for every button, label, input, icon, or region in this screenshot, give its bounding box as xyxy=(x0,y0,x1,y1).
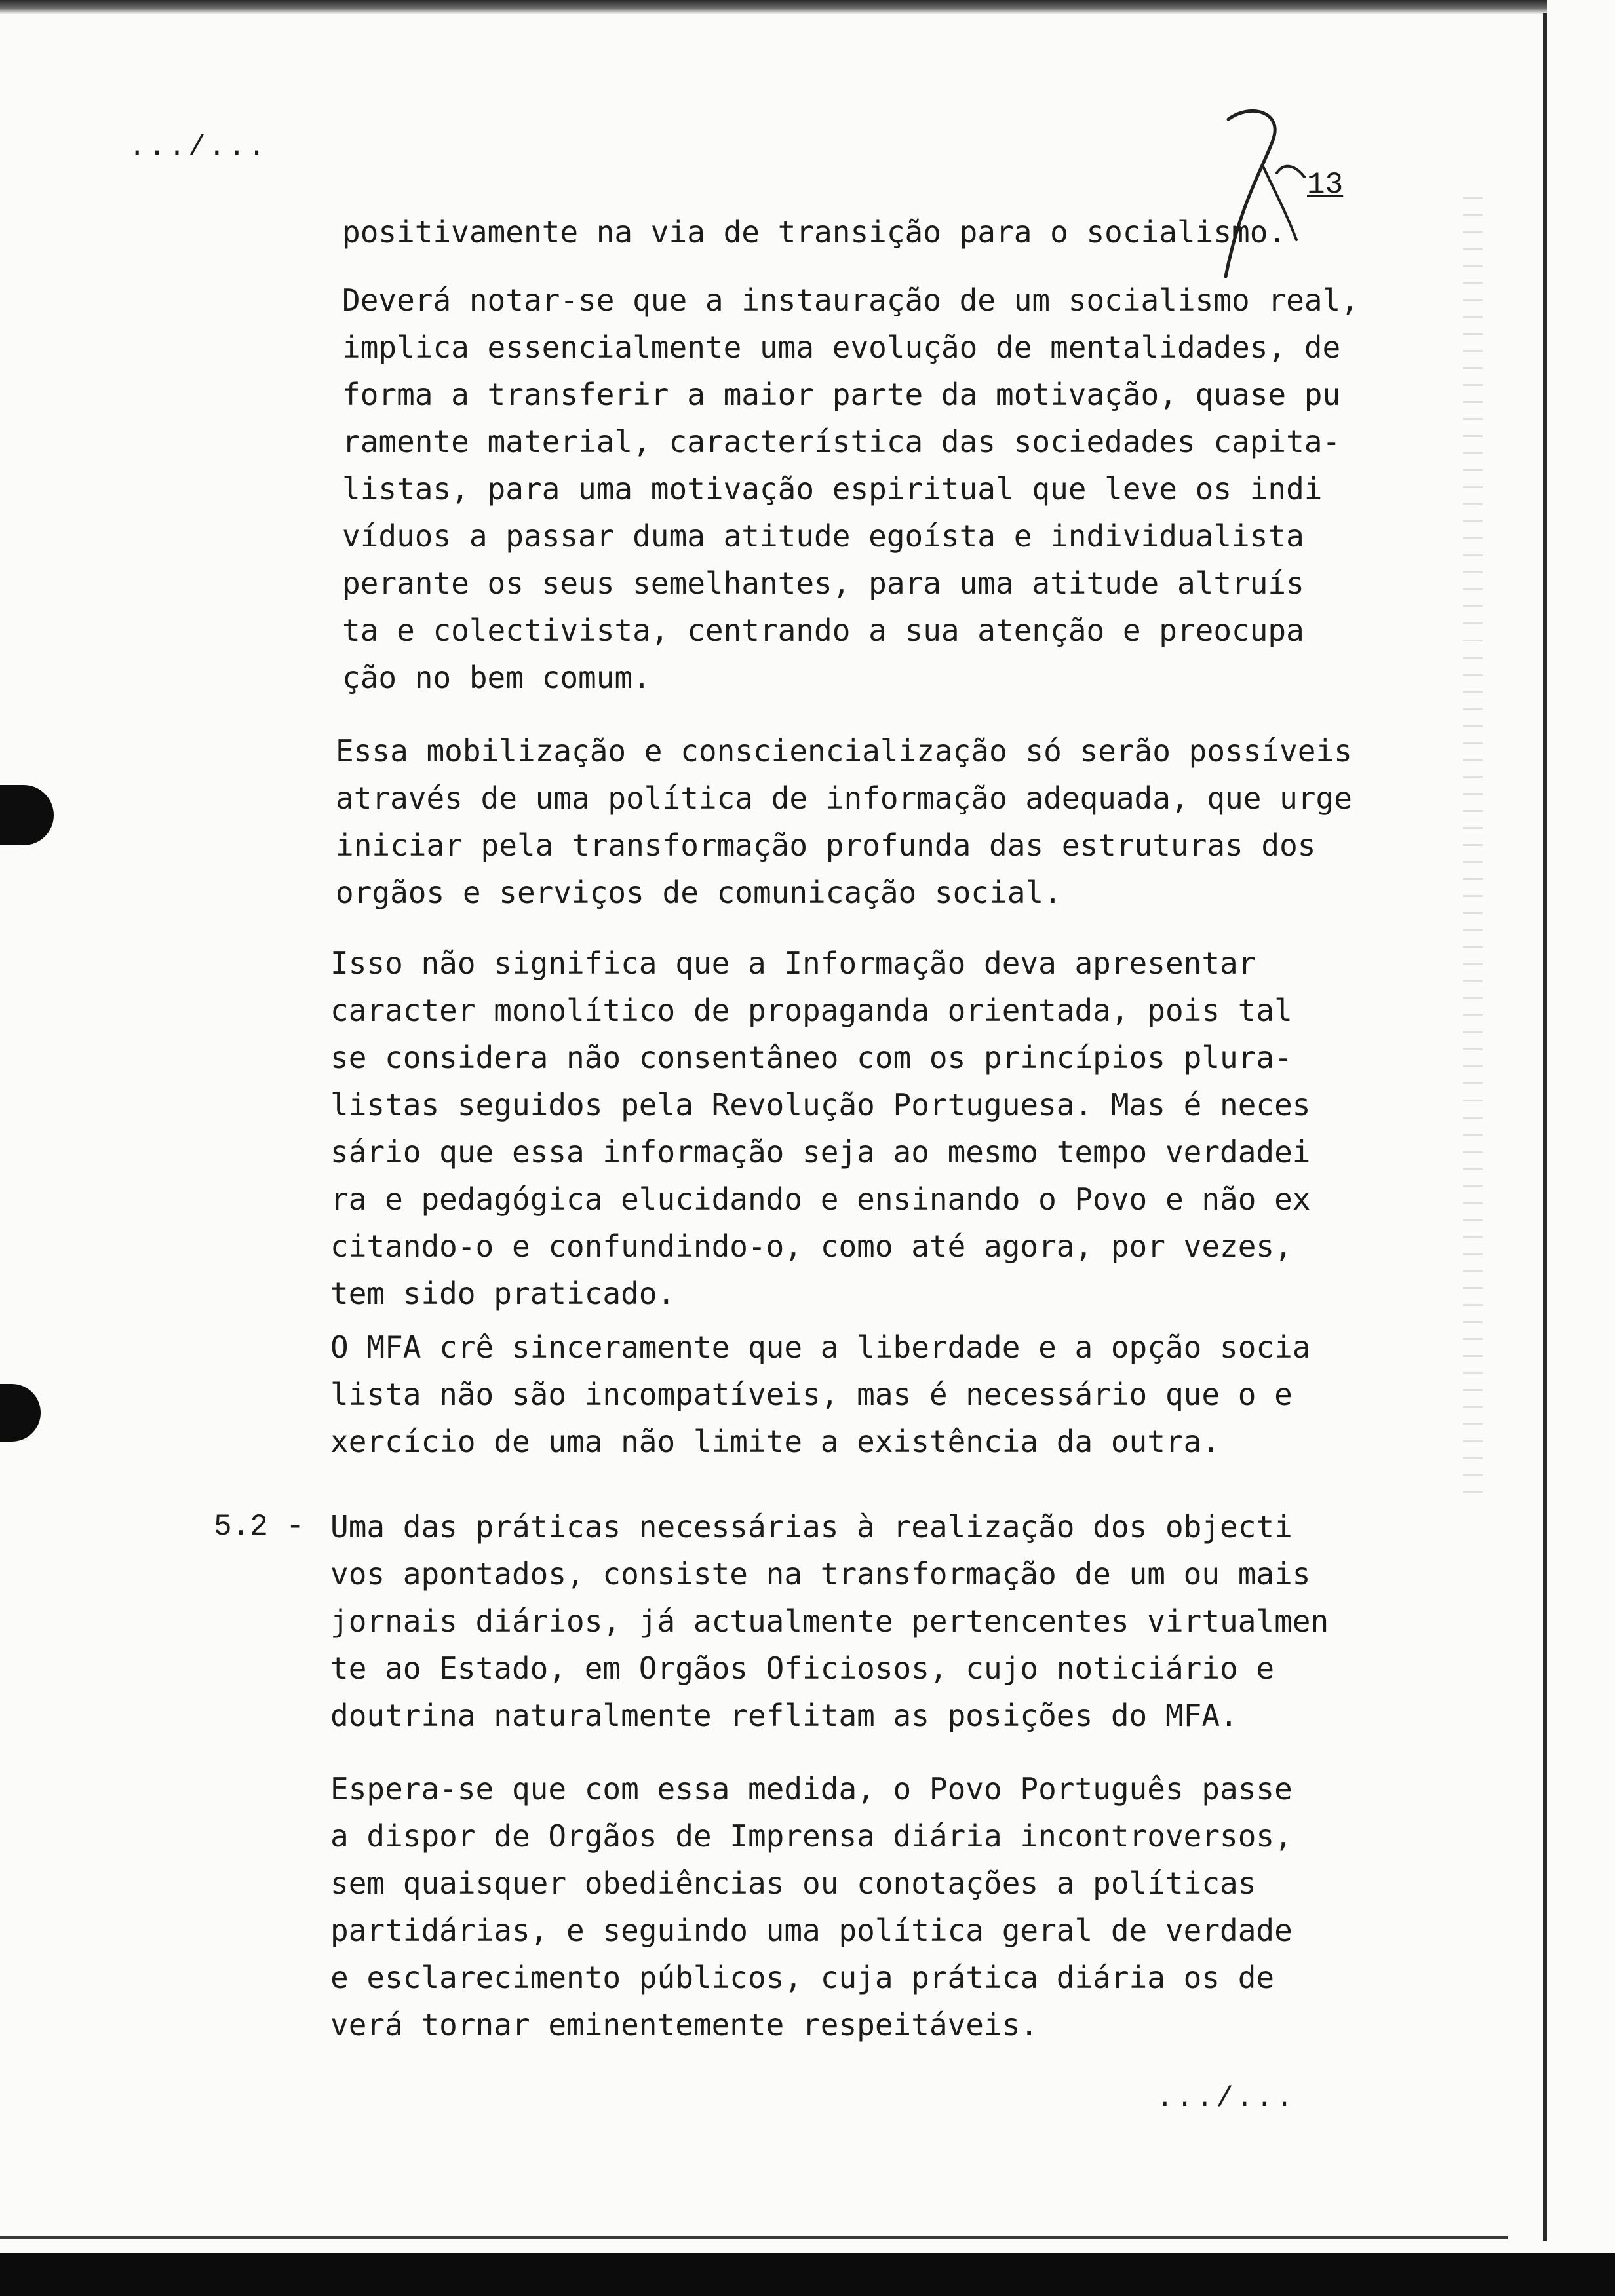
paragraph-information-policy: Essa mobilização e consciencialização só serão possíveis através de uma política de informação adequada, que urge iniciar pela transformação profunda das estruturas dos orgãos e serviços de comunicação social. xyxy=(336,733,1352,910)
scan-speckle xyxy=(1463,197,1483,1507)
section-number: 5.2 - xyxy=(214,1510,305,1544)
paragraph-liberty-socialism: O MFA crê sinceramente que a liberdade e a opção socia lista não são incompatíveis, mas é necessário que o e xercício de uma não limite a existência da outra. xyxy=(330,1330,1311,1459)
continuation-mark-top: .../... xyxy=(128,131,268,164)
scan-bottom-line xyxy=(0,2236,1508,2239)
scan-right-edge xyxy=(1543,13,1547,2241)
paragraph-information-character: Isso não significa que a Informação deva apresentar caracter monolítico de propaganda orientada, pois tal se considera não consentâneo com os princípios plura- listas seguidos pela Revolução Portuguesa. Mas é neces sário que essa informação seja ao mesmo tempo verdadei ra e pedagógica elucidando e ensinando o Povo e não ex citando-o e confundindo-o, como até agora, por vezes, tem sido praticado. xyxy=(330,946,1311,1311)
scan-top-edge xyxy=(0,0,1547,14)
punch-hole-top xyxy=(0,785,54,845)
scan-bottom-band xyxy=(0,2253,1615,2296)
paragraph-intro-line: positivamente na via de transição para o socialismo. xyxy=(342,214,1287,250)
punch-hole-bottom xyxy=(0,1384,41,1442)
page-number: 13 xyxy=(1307,168,1344,202)
paragraph-newspapers-transformation: Uma das práticas necessárias à realização dos objecti vos apontados, consiste na transformação de um ou mais jornais diários, já actualmente pertencentes virtualmen te ao Estado, em Orgãos Oficiosos, cujo noticiário e doutrina naturalmente reflitam as posições do MFA. xyxy=(330,1509,1329,1733)
paragraph-expected-outcome: Espera-se que com essa medida, o Povo Português passe a dispor de Orgãos de Imprensa diária incontroversos, sem quaisquer obediências ou conotações a políticas partidárias, e seguindo uma política geral de verdade e esclarecimento públicos, cuja prática diária os de verá tornar eminentemente respeitáveis. xyxy=(330,1771,1293,2042)
paragraph-socialism-mentalities: Deverá notar-se que a instauração de um socialismo real, implica essencialmente uma evolução de mentalidades, de forma a transferir a maior parte da motivação, quase pu ramente material, característica das sociedades capita- listas, para uma motivação espiritual que leve os indi víduos a passar duma atitude egoísta e individualista perante os seus semelhantes, para uma atitude altruís ta e colectivista, centrando a sua atenção e preocupa ção no bem comum. xyxy=(342,282,1359,695)
continuation-mark-bottom: .../... xyxy=(1156,2082,1296,2115)
